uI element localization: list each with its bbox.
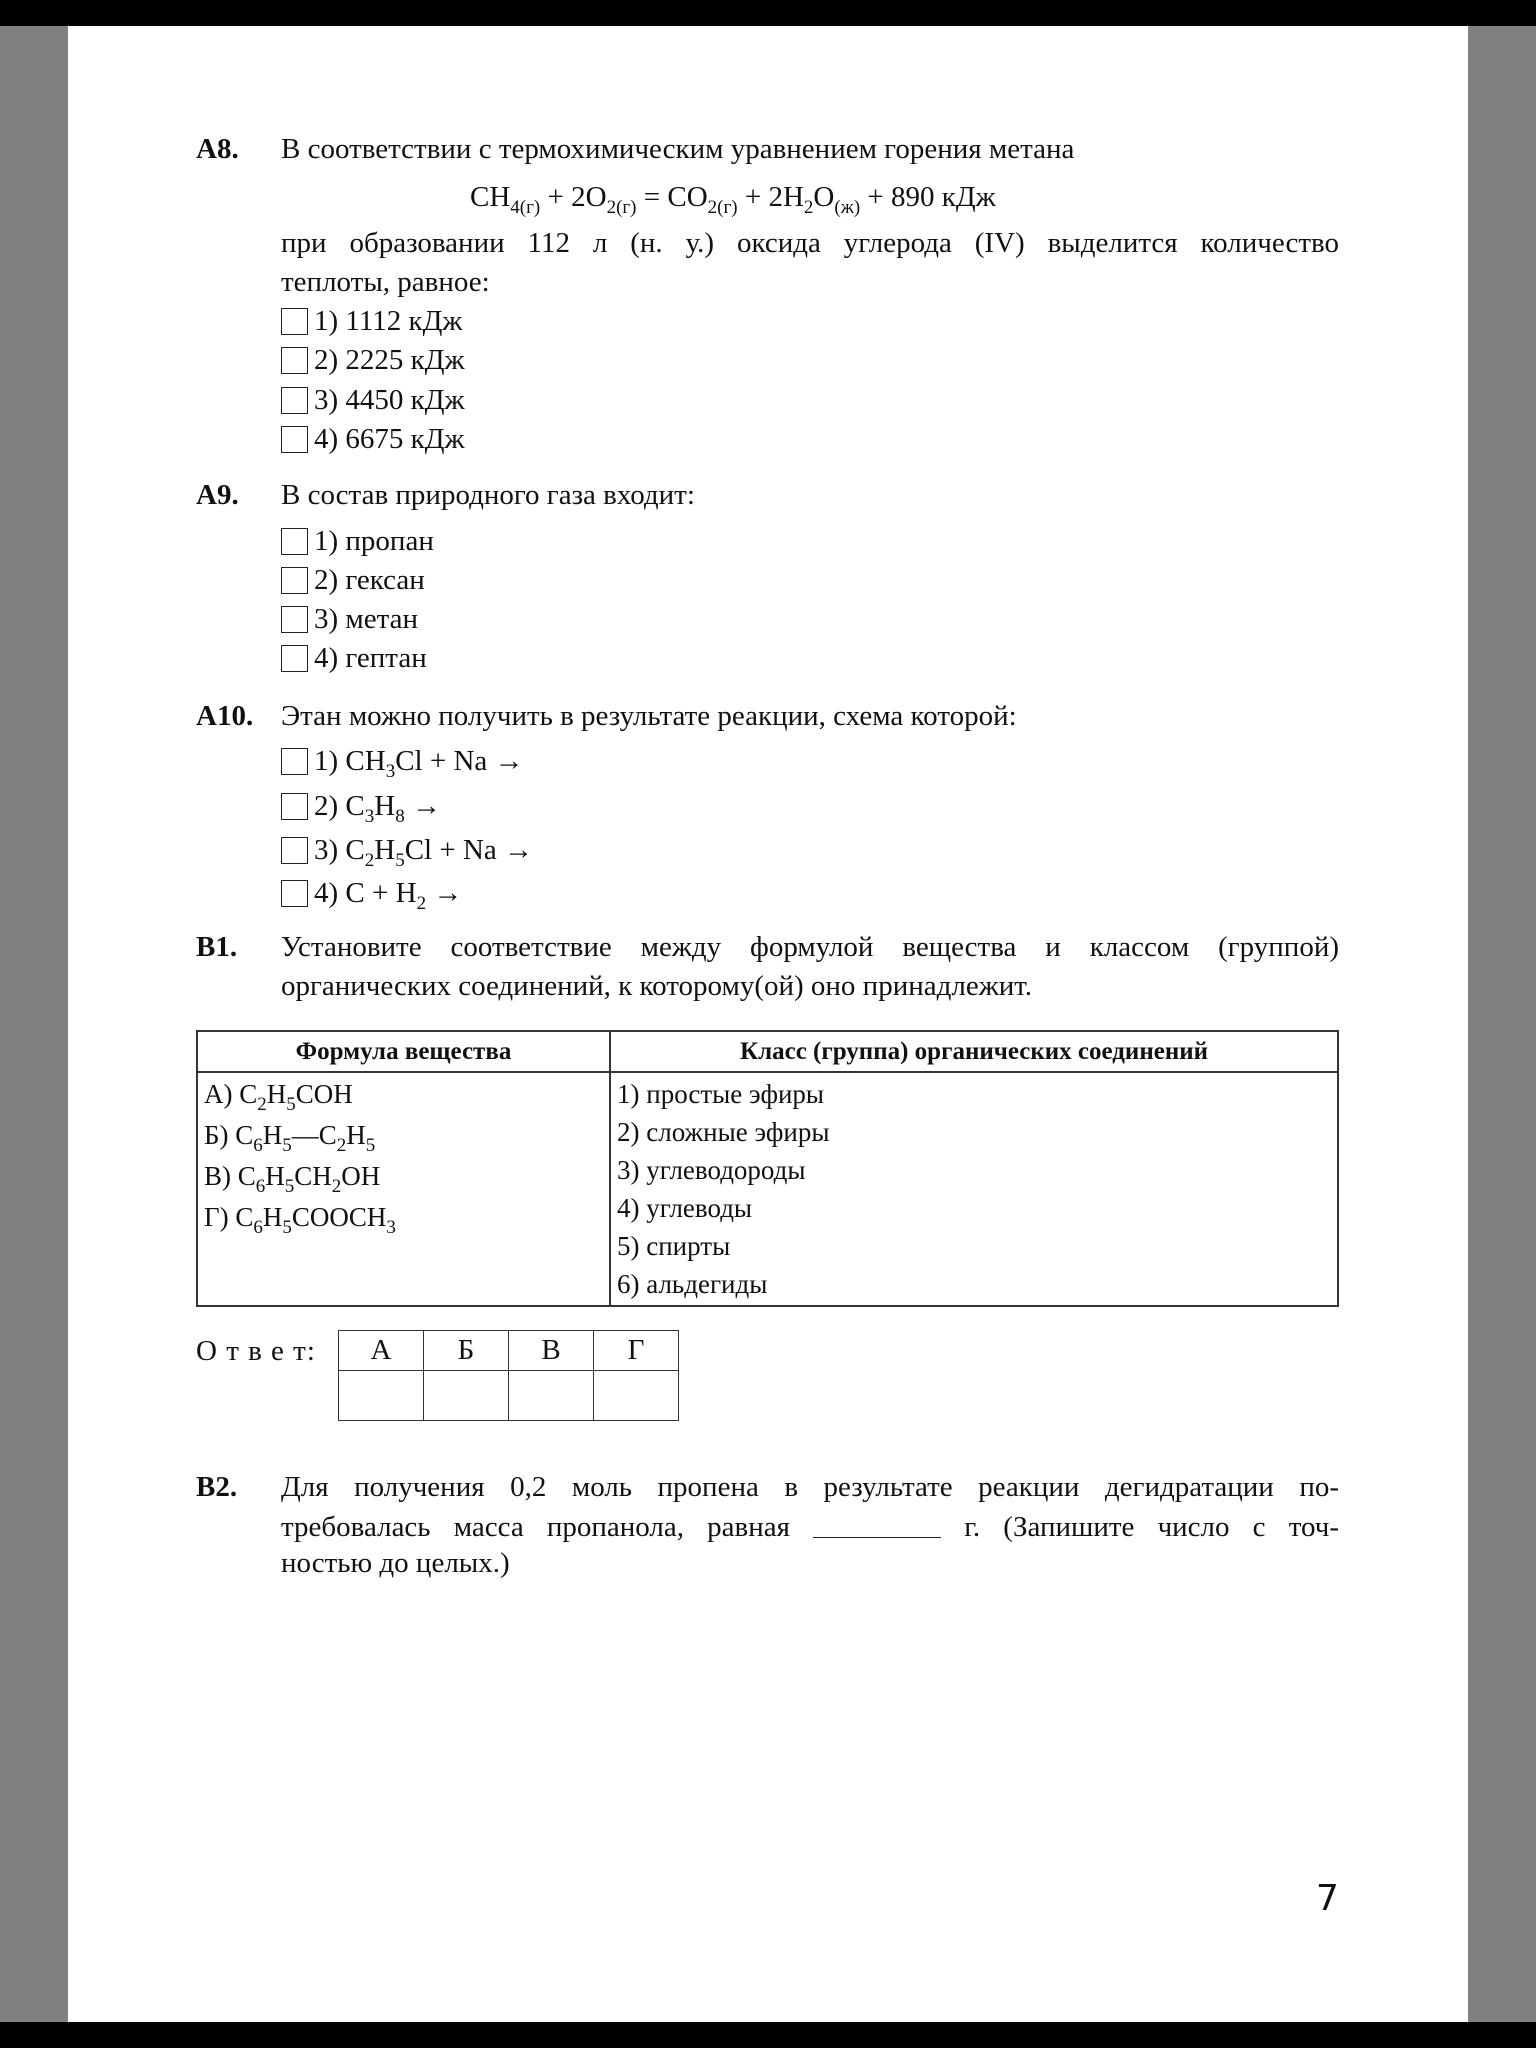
question-text-a8-end: теплоты, равное: [281, 266, 490, 298]
answer-option[interactable] [281, 786, 441, 826]
answer-column-header: Г [594, 1331, 679, 1371]
question-label-a8: А8. [196, 133, 239, 165]
subscript: 3 [385, 761, 396, 782]
answer-option[interactable] [281, 741, 524, 781]
subscript: 5 [282, 1135, 292, 1156]
formula-text: Б) C [204, 1120, 254, 1150]
question-text-b1: Установите соответствие между формулой вещества и классом (группой) [281, 931, 1339, 963]
subscript: 2 [257, 1094, 267, 1115]
answer-option[interactable] [281, 830, 533, 870]
equation-a8 [470, 177, 996, 217]
formula-text: 2) C [314, 790, 365, 822]
question-label-a9: А9. [196, 479, 239, 511]
page-number: 7 [1316, 1878, 1339, 1919]
question-text-a9: В состав природного газа входит: [281, 479, 695, 511]
page-sheet [68, 26, 1468, 2022]
formula-text: В) C [204, 1161, 256, 1191]
formula-text: 3) 4450 кДж [314, 384, 465, 416]
class-item: 2) сложные эфиры [617, 1117, 830, 1147]
question-text-a10: Этан можно получить в результате реакции, схема которой: [281, 700, 1017, 732]
answer-option[interactable] [281, 638, 427, 678]
header-class: Класс (группа) органических соединений [610, 1031, 1338, 1072]
formula-text: COOCH [291, 1202, 387, 1232]
subscript: 3 [364, 806, 375, 827]
answer-label: О т в е т: [196, 1335, 316, 1367]
answer-grid [338, 1330, 679, 1421]
formula-item [204, 1157, 603, 1198]
answer-blank[interactable] [813, 1509, 941, 1538]
subscript: (ж) [834, 197, 861, 218]
formula-text: O [813, 181, 835, 213]
class-item: 5) спирты [617, 1231, 731, 1261]
subscript: 6 [255, 1176, 266, 1197]
formula-text: CH [294, 1161, 332, 1191]
formula-text: H [265, 1161, 285, 1191]
question-text-b2-cont [281, 1507, 1339, 1547]
question-text-b2: Для получения 0,2 моль пропена в результате реакции дегидратации по- [281, 1471, 1339, 1503]
formula-text: + 890 кДж [860, 181, 996, 213]
formula-text: 1) CH [314, 745, 386, 777]
formula-text: → [426, 877, 463, 909]
formula-text: H [374, 790, 396, 822]
formula-text: 2) 2225 кДж [314, 344, 465, 376]
formula-item [204, 1198, 603, 1239]
formula-text: Cl + Na → [395, 745, 524, 777]
checkbox[interactable] [281, 567, 308, 594]
formula-text: + 2H [737, 181, 804, 213]
formula-text: Cl + Na → [404, 834, 534, 866]
class-item: 3) углеводороды [617, 1155, 806, 1185]
answer-column-header: А [339, 1331, 424, 1371]
formula-text: H [262, 1120, 283, 1150]
subscript: 4(г) [510, 197, 541, 218]
formula-item [204, 1116, 603, 1157]
checkbox[interactable] [281, 837, 308, 864]
checkbox[interactable] [281, 880, 308, 907]
formula-text: 1) 1112 кДж [314, 305, 463, 337]
formula-text: CH [470, 181, 511, 213]
subscript: 5 [395, 850, 405, 871]
subscript: 6 [253, 1135, 263, 1156]
checkbox[interactable] [281, 387, 308, 414]
class-item: 6) альдегиды [617, 1269, 768, 1299]
question-text-b2-end: ностью до целых.) [281, 1547, 510, 1579]
formula-text: 1) пропан [314, 525, 434, 557]
class-list [610, 1072, 1338, 1306]
question-label-b2: В2. [196, 1471, 238, 1503]
checkbox[interactable] [281, 793, 308, 820]
subscript: 5 [284, 1176, 295, 1197]
formula-text: 3) C [314, 834, 365, 866]
subscript: 5 [286, 1094, 296, 1115]
question-label-b1: В1. [196, 931, 238, 963]
checkbox[interactable] [281, 748, 308, 775]
b2-text-after: г. (Запишите число с точ- [941, 1511, 1339, 1543]
formula-text: 4) C + H [314, 877, 417, 909]
formula-text: —C [291, 1120, 337, 1150]
subscript: 2 [364, 850, 375, 871]
answer-option[interactable] [281, 521, 434, 561]
formula-item [204, 1075, 603, 1116]
checkbox[interactable] [281, 645, 308, 672]
formula-text: = CO [636, 181, 708, 213]
answer-option[interactable] [281, 301, 462, 341]
subscript: 2 [336, 1135, 347, 1156]
formula-text: 4) гептан [314, 642, 427, 674]
formula-text: А) C [204, 1079, 258, 1109]
formula-text: H [266, 1079, 287, 1109]
checkbox[interactable] [281, 426, 308, 453]
subscript: 2 [416, 893, 427, 914]
answer-option[interactable] [281, 599, 418, 639]
subscript: 6 [253, 1217, 263, 1238]
subscript: 2(г) [707, 197, 738, 218]
formula-text: 4) 6675 кДж [314, 423, 465, 455]
answer-column-header: В [509, 1331, 594, 1371]
matching-table [196, 1030, 1339, 1307]
formula-text: H [374, 834, 396, 866]
answer-cell[interactable] [424, 1371, 509, 1421]
formula-text: H [262, 1202, 283, 1232]
header-formula: Формула вещества [197, 1031, 610, 1072]
answer-cell[interactable] [339, 1371, 424, 1421]
subscript: 2 [803, 197, 814, 218]
answer-column-header: Б [424, 1331, 509, 1371]
subscript: 2(г) [606, 197, 637, 218]
answer-option[interactable] [281, 873, 462, 913]
answer-option[interactable] [281, 419, 465, 459]
b2-text-before: требовалась масса пропанола, равная [281, 1511, 814, 1543]
formula-text: 2) гексан [314, 564, 425, 596]
question-text-a8-cont: при образовании 112 л (н. у.) оксида углерода (IV) выделится количество [281, 227, 1339, 259]
subscript: 8 [395, 806, 405, 827]
checkbox[interactable] [281, 347, 308, 374]
answer-cell[interactable] [509, 1371, 594, 1421]
answer-option[interactable] [281, 340, 465, 380]
subscript: 2 [331, 1176, 342, 1197]
answer-option[interactable] [281, 560, 425, 600]
checkbox[interactable] [281, 606, 308, 633]
formula-text: COH [295, 1079, 353, 1109]
checkbox[interactable] [281, 528, 308, 555]
question-text-a8: В соответствии с термохимическим уравнением горения метана [281, 133, 1075, 165]
question-text-b1-cont: органических соединений, к которому(ой) оно принадлежит. [281, 970, 1032, 1002]
class-item: 1) простые эфиры [617, 1079, 825, 1109]
formula-list [197, 1072, 610, 1306]
formula-text: Г) C [204, 1202, 254, 1232]
formula-text: 3) метан [314, 603, 419, 635]
formula-text: → [404, 790, 441, 822]
formula-text: H [346, 1120, 366, 1150]
question-label-a10: А10. [196, 700, 254, 732]
checkbox[interactable] [281, 308, 308, 335]
answer-cell[interactable] [594, 1371, 679, 1421]
subscript: 5 [282, 1217, 292, 1238]
answer-option[interactable] [281, 380, 465, 420]
formula-text: + 2O [540, 181, 607, 213]
class-item: 4) углеводы [617, 1193, 753, 1223]
formula-text: OH [341, 1161, 381, 1191]
subscript: 5 [365, 1135, 376, 1156]
subscript: 3 [386, 1217, 396, 1238]
